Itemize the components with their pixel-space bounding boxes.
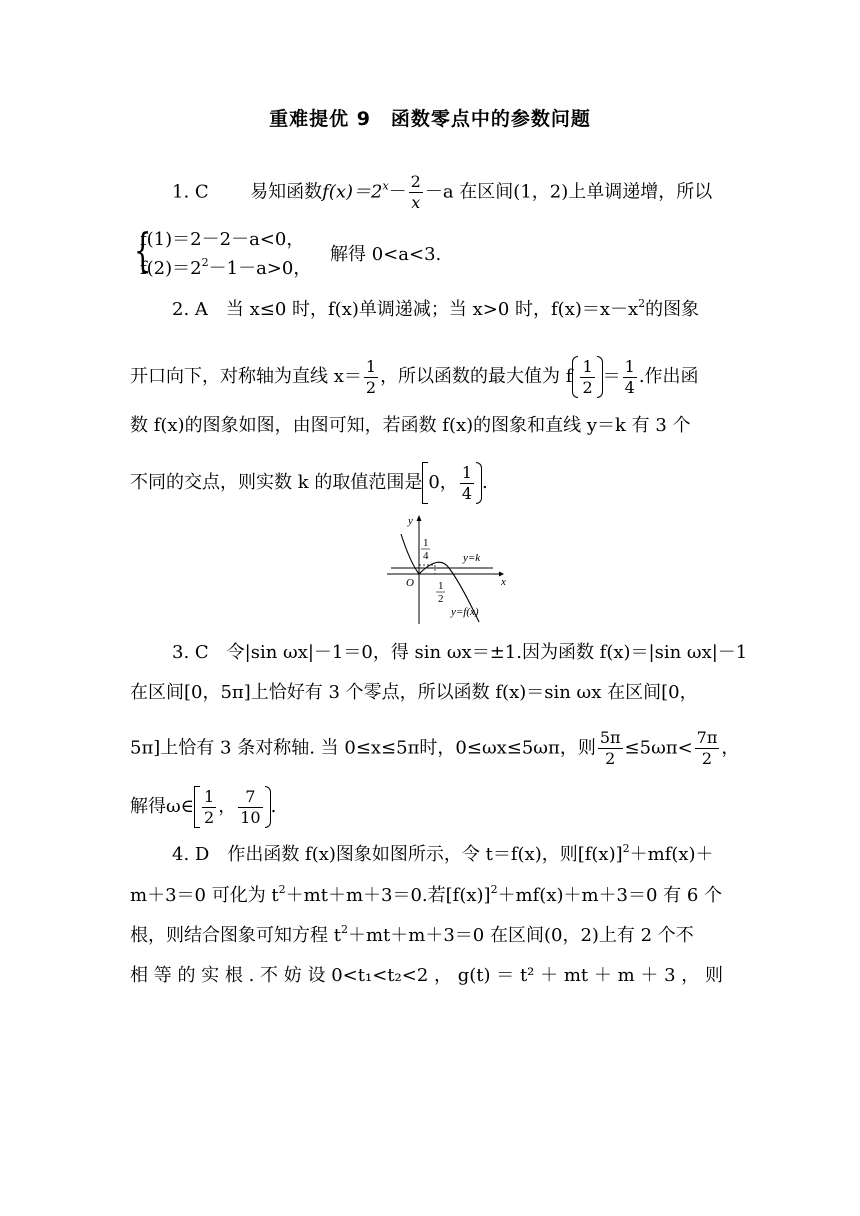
origin-label: O (406, 577, 414, 589)
problem-2-line-2: 开口向下，对称轴为直线 x＝ $\frac{1}{2}$ ，所以函数的最大值为 f $\frac{1}{2}$ ＝ $\frac{1}{4}$ .作出函 (130, 356, 699, 397)
left-paren (572, 356, 578, 398)
function-graph-figure (383, 512, 509, 630)
page-title: 重难提优 9 函数零点中的参数问题 (269, 108, 591, 130)
svg-text:2: 2 (438, 593, 444, 605)
problem-3-line-3: 5π]上恰有 3 条对称轴. 当 0≤x≤5π时，0≤ωx≤5ωπ，则 $\frac{5\pi}{2}$ ≤5ωπ< $\frac{7\pi}{2}$ ， (130, 728, 740, 768)
problem-1-number: 1. C (172, 181, 209, 203)
problem-2-line-4: 不同的交点，则实数 k 的取值范围是 0， $\frac{1}{4}$ . (130, 462, 488, 503)
problem-4-line-3: 根，则结合图象可知方程 $t^2+mt+m+3=0$ 在区间(0，2)上有 2 个不 (130, 923, 694, 946)
system-brace: { (133, 223, 152, 277)
problem-3-line-1: 3. C 令|sin ωx|－1＝0，得 sin ωx＝±1.因为函数 f(x)＝|sin ωx|－1 (172, 642, 748, 663)
problem-1-line-1: 1. C 易知函数$f(x)=2^x-$ $\frac{2}{x}$ －a 在区间(1，2)上单调递增，所以 (172, 172, 713, 212)
svg-text:4: 4 (423, 550, 429, 562)
fraction-2-over-x: $\frac{2}{x}$ (410, 172, 421, 212)
problem-1-solution: 解得 0<a<3. (330, 244, 442, 265)
svg-text:1: 1 (423, 537, 429, 549)
y-axis-label: y (408, 515, 413, 527)
problem-2-line-1: 2. A 当 x≤0 时，f(x)单调递减；当 x>0 时，$f(x)=x-x^2$的图象 (172, 297, 700, 320)
system-line-2: $f(2)=2^2-1-a>0$， (140, 256, 312, 279)
y-axis-arrow (417, 515, 422, 521)
line-label: y=k (463, 552, 481, 564)
system-line-1: f(1)＝2－2－a<0， (140, 229, 305, 250)
svg-text:1: 1 (438, 580, 444, 592)
problem-4-line-2: m＋3＝0 可化为 $t^2+mt+m+3=0$.若$[f(x)]^2+mf(x)+m+3=0$ 有 6 个 (130, 883, 723, 906)
x-axis-label: x (501, 576, 506, 588)
problem-3-line-2: 在区间[0，5π]上恰好有 3 个零点，所以函数 f(x)＝sin ωx 在区间[0， (130, 682, 698, 703)
curve-label: y=f(x) (451, 606, 479, 618)
fraction-one-quarter: $\frac{1}{4}$ (624, 356, 635, 397)
problem-4-line-1: 4. D 作出函数 f(x)图象如图所示，令 t＝f(x)，则$[f(x)]^2+mf(x)+$ (172, 842, 714, 865)
problem-2-line-3: 数 f(x)的图象如图，由图可知，若函数 f(x)的图象和直线 y＝k 有 3 个 (130, 415, 691, 436)
problem-4-line-4: 相 等 的 实 根 . 不 妨 设 0<t₁<t₂<2 ， g(t) ＝ t² ＋ mt ＋ m ＋ 3 ， 则 (130, 965, 723, 986)
problem-3-line-4: 解得ω∈ $\frac{1}{2}$ ， $\frac{7}{10}$ . (130, 786, 277, 827)
fraction-one-half: $\frac{1}{2}$ (365, 356, 377, 397)
